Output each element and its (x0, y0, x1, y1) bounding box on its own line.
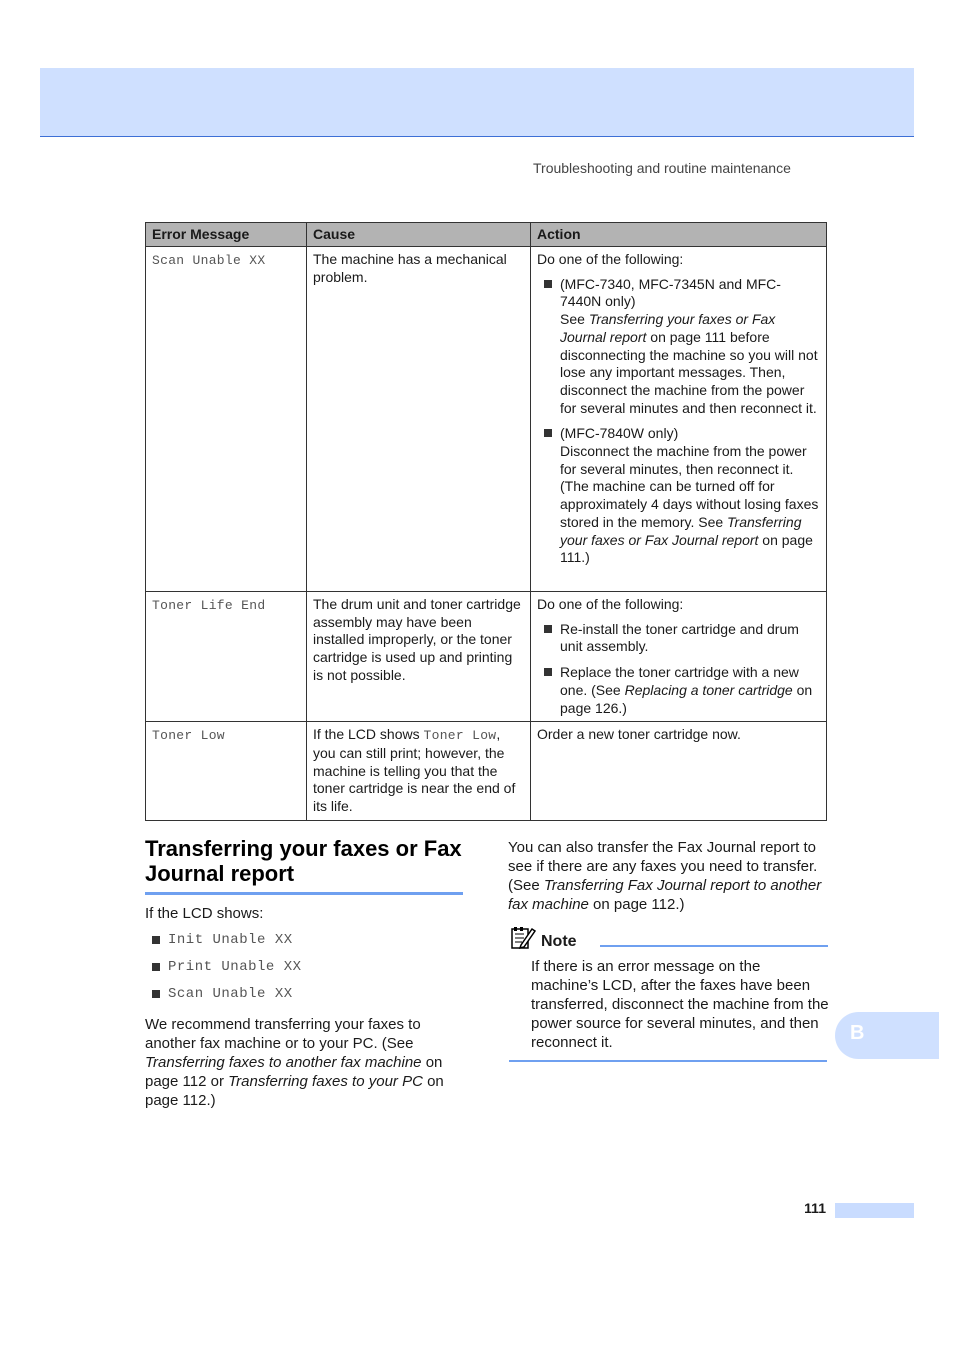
action-intro: Do one of the following: (537, 251, 684, 267)
note-pencil-icon (510, 926, 536, 950)
bullet-see: See (560, 311, 589, 328)
cause-text: If the LCD shows (313, 726, 424, 743)
cross-reference: Transferring Fax Journal report to another fax machine (508, 877, 822, 913)
fax-journal-paragraph (508, 838, 828, 914)
paragraph-text: on page 112.) (588, 896, 685, 913)
page-number-bar (835, 1203, 914, 1218)
square-bullet-icon (152, 963, 160, 971)
bullet-text: Replace the toner cartridge with a new one. (See (560, 664, 799, 698)
lcd-message: Init Unable XX (168, 932, 293, 948)
action-list (537, 621, 820, 718)
cause-cell: The machine has a mechanical problem. (307, 247, 531, 592)
chapter-tab-label: B (850, 1022, 865, 1044)
note-divider (600, 945, 828, 947)
error-message-cell (146, 247, 307, 592)
table-header-row (146, 223, 827, 247)
lcd-code: Toner Low (423, 728, 497, 744)
error-table (145, 222, 827, 821)
page-number: 111 (804, 1200, 826, 1216)
cross-reference: Transferring faxes to your PC (228, 1073, 423, 1090)
cross-reference: Transferring faxes to another fax machine (145, 1054, 422, 1071)
table-row (146, 722, 827, 821)
action-intro: Do one of the following: (537, 596, 684, 612)
header-error-message: Error Message (146, 223, 307, 247)
note-header (510, 926, 828, 950)
bullet-text: Disconnect the machine from the power for several minutes, then reconnect it. (The machine can be turned off for approximately 4 days without losing faxes stored in the memory. See (560, 443, 819, 530)
action-cell: Order a new toner cartridge now. (531, 722, 827, 821)
square-bullet-icon (152, 990, 160, 998)
square-bullet-icon (544, 668, 552, 676)
header-cause: Cause (307, 223, 531, 247)
table-row (146, 247, 827, 592)
cause-cell (307, 722, 531, 821)
action-cell (531, 592, 827, 722)
bullet-line: (MFC-7840W only) (560, 425, 679, 442)
list-item (145, 986, 302, 1013)
error-message-cell (146, 722, 307, 821)
paragraph-text: on page 112 or (145, 1054, 443, 1090)
lcd-message: Print Unable XX (168, 959, 302, 975)
header-band (40, 68, 914, 137)
cross-reference: Replacing a toner cartridge (624, 681, 793, 698)
error-code: Toner Low (152, 728, 225, 744)
bullet-text: on page 126.) (560, 681, 813, 716)
action-cell (531, 247, 827, 592)
list-item (537, 664, 820, 717)
paragraph-text: on page 112.) (145, 1073, 444, 1109)
cross-reference: Transferring your faxes or Fax Journal report (560, 513, 802, 548)
action-list (537, 276, 820, 567)
section-heading: Transferring your faxes or Fax Journal report (145, 836, 463, 895)
list-item (145, 959, 302, 986)
header-action: Action (531, 223, 827, 247)
table-row (146, 592, 827, 722)
list-item (145, 932, 302, 959)
error-message-cell (146, 592, 307, 722)
paragraph-text: We recommend transferring your faxes to another fax machine or to your PC. (See (145, 1016, 421, 1052)
error-code: Toner Life End (152, 598, 266, 613)
bullet-text: Re-install the toner cartridge and drum unit assembly. (560, 620, 799, 655)
lcd-shows-text: If the LCD shows: (145, 905, 264, 922)
bullet-text: on page 111 before disconnecting the machine so you will not lose any important messages. Then, disconnect the machine from the power for several minutes and then reconnect it. (560, 328, 818, 416)
chapter-tab (835, 1012, 939, 1059)
list-item (537, 425, 820, 567)
lcd-message: Scan Unable XX (168, 986, 293, 1002)
recommend-paragraph (145, 1015, 470, 1110)
bullet-line: (MFC-7340, MFC-7345N and MFC-7440N only) (560, 275, 781, 310)
cause-cell: The drum unit and toner cartridge assembly may have been installed improperly, or the toner cartridge is used up and printing is not possible. (307, 592, 531, 722)
error-code: Scan Unable XX (152, 253, 266, 268)
cross-reference: Transferring your faxes or Fax Journal report (560, 311, 776, 345)
running-head: Troubleshooting and routine maintenance (533, 160, 791, 176)
lcd-message-list (145, 932, 302, 1013)
list-item (537, 276, 820, 418)
square-bullet-icon (544, 625, 552, 633)
note-bottom-divider (509, 1060, 827, 1062)
paragraph-text: You can also transfer the Fax Journal report to see if there are any faxes you need to transfer. (See (508, 839, 818, 894)
square-bullet-icon (544, 429, 552, 437)
bullet-text: on page 111.) (560, 531, 813, 566)
note-title: Note (541, 933, 577, 950)
square-bullet-icon (544, 280, 552, 288)
square-bullet-icon (152, 936, 160, 944)
note-body: If there is an error message on the machine’s LCD, after the faxes have been transferred, disconnect the machine from the power source for several minutes, and then reconnect it. (531, 958, 829, 1051)
list-item (537, 621, 820, 656)
cause-text: , you can still print; however, the machine is telling you that the toner cartridge is near the end of its life. (313, 726, 516, 815)
